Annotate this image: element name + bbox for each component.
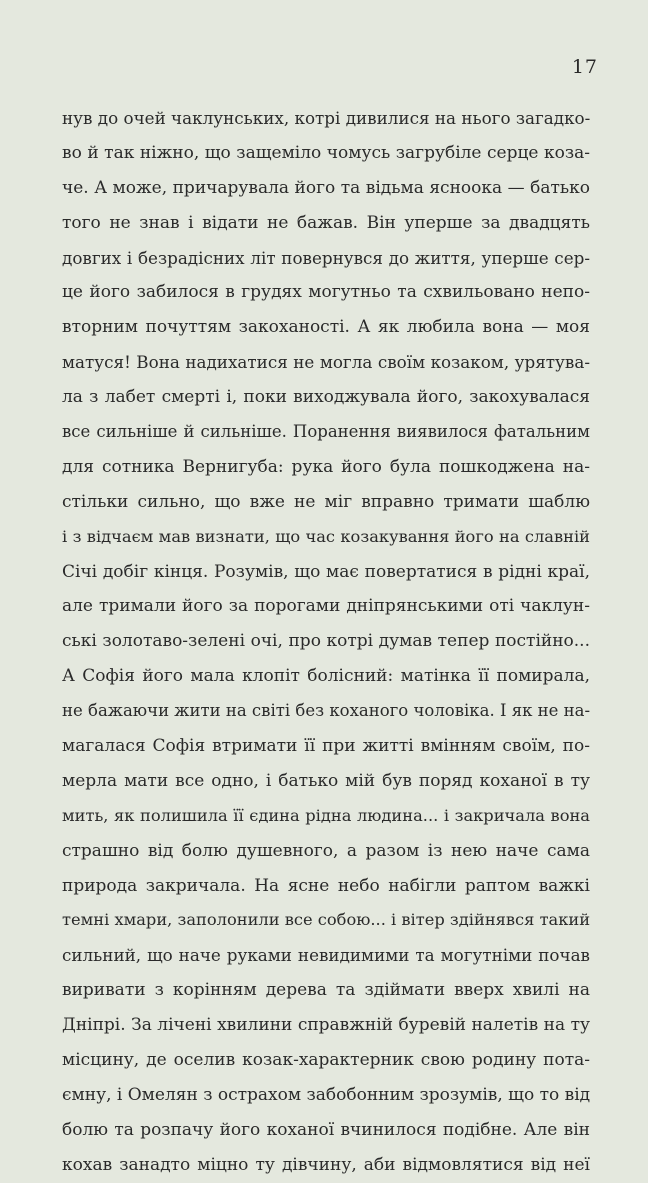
body-text [62, 101, 590, 1183]
text-line: того не знав і відати не бажав. Він уперше за двадцять [62, 212, 590, 233]
text-line: сильний, що наче руками невидимими та могутніми почав [62, 945, 590, 966]
text-line: ла з лабет смерті і, поки виходжувала його, закохувалася [62, 387, 590, 408]
text-line: це його забилося в грудях могутньо та схвильовано непо- [62, 282, 590, 303]
text-line: А Софія його мала клопіт болісний: матінка її помирала, [62, 666, 590, 687]
text-line: мерла мати все одно, і батько мій був поряд коханої в ту [62, 770, 590, 791]
text-line: місцину, де оселив козак-характерник свою родину пота- [62, 1050, 590, 1071]
text-line: нув до очей чаклунських, котрі дивилися на нього загадко- [62, 108, 590, 128]
text-line: довгих і безрадісних літ повернувся до життя, уперше сер- [62, 247, 590, 268]
text-line: не бажаючи жити на світі без коханого чоловіка. І як не на- [62, 701, 590, 721]
text-line: кохав занадто міцно ту дівчину, аби відмовлятися від неї [62, 1154, 590, 1175]
text-line: ські золотаво-зелені очі, про котрі думав тепер постійно... [62, 631, 590, 652]
text-line: во й так ніжно, що защеміло чомусь загрубіле серце коза- [62, 142, 590, 163]
text-line: природа закричала. На ясне небо набігли раптом важкі [62, 875, 590, 896]
text-line: для сотника Вернигуба: рука його була пошкоджена на- [62, 456, 590, 477]
text-line: Січі добіг кінця. Розумів, що має повертатися в рідні краї, [62, 561, 590, 582]
text-line: матуся! Вона надихатися не могла своїм козаком, урятува- [62, 352, 590, 373]
text-line: але тримали його за порогами дніпрянськими оті чаклун- [62, 596, 590, 617]
text-line: Дніпрі. За лічені хвилини справжній буревій налетів на ту [62, 1015, 590, 1036]
text-line: магалася Софія втримати її при житті вмінням своїм, по- [62, 736, 590, 757]
text-line: все сильніше й сильніше. Поранення виявилося фатальним [62, 422, 590, 442]
text-line: і з відчаєм мав визнати, що час козакування його на славній [62, 526, 590, 546]
text-line: темні хмари, заполонили все собою... і вітер здійнявся такий [62, 910, 590, 930]
text-line: виривати з корінням дерева та здіймати вверх хвилі на [62, 980, 590, 1001]
text-line: ємну, і Омелян з острахом забобонним зрозумів, що то від [62, 1084, 590, 1105]
page-number: 17 [571, 56, 598, 78]
text-line: вторним почуттям закоханості. А як любила вона — моя [62, 317, 590, 338]
text-line: стільки сильно, що вже не міг вправно тримати шаблю [62, 491, 590, 512]
text-line: мить, як полишила її єдина рідна людина... і закричала вона [62, 805, 590, 825]
text-line: че. А може, причарувала його та відьма ясноока — батько [62, 177, 590, 198]
text-line: страшно від болю душевного, а разом із нею наче сама [62, 840, 590, 861]
text-line: болю та розпачу його коханої вчинилося подібне. Але він [62, 1119, 590, 1140]
